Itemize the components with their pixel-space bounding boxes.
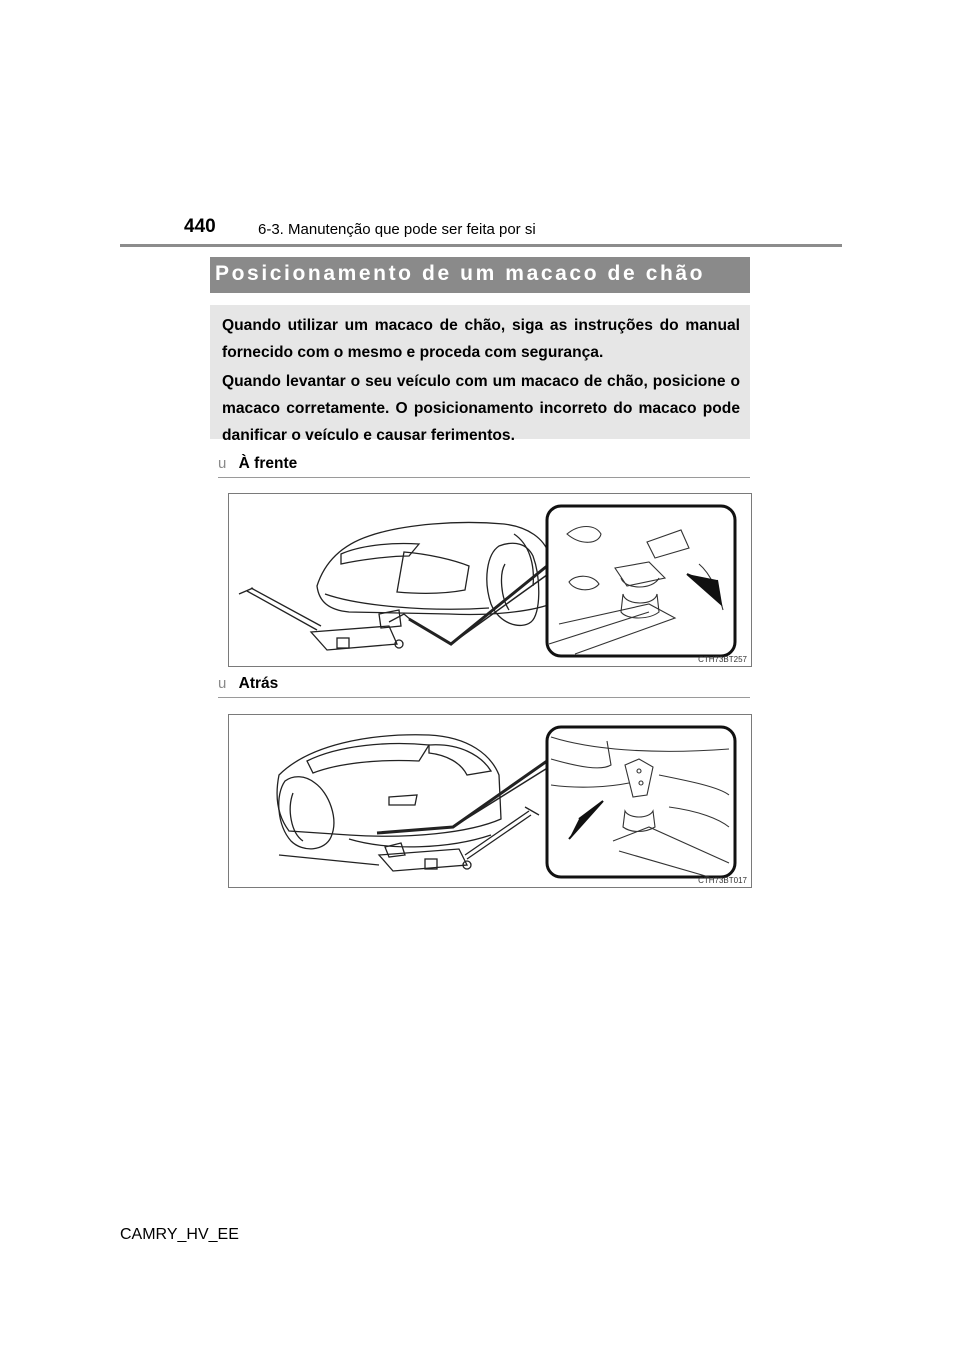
rear-figure-code: CTH73BT017 [698,876,747,885]
info-box [210,305,750,444]
bullet-icon: u [218,675,227,692]
chapter-title: 6-3. Manutenção que pode ser feita por si [258,221,536,238]
rear-label: Atrás [238,675,279,692]
front-heading [218,455,297,473]
front-rule [218,477,750,478]
rear-heading [218,675,278,693]
front-figure-code: CTH73BT257 [698,655,747,664]
front-label: À frente [238,455,298,472]
section-title: Posicionamento de um macaco de chão [215,262,706,285]
rear-figure [228,714,752,888]
footer-model: CAMRY_HV_EE [120,1226,239,1243]
rear-jack-illustration [229,715,751,887]
bullet-icon: u [218,455,227,472]
page-number: 440 [184,216,216,237]
info-paragraph-1: Quando utilizar um macaco de chão, siga as instruções do manual fornecido com o mesmo e proceda com segurança. [222,317,740,361]
front-jack-illustration [229,494,751,666]
info-paragraph-2: Quando levantar o seu veículo com um macaco de chão, posicione o macaco corretamente. O posicionamento incorreto do macaco pode danificar o veículo e causar ferimentos. [222,373,740,444]
front-figure [228,493,752,667]
rear-rule [218,697,750,698]
header-rule [120,244,842,247]
